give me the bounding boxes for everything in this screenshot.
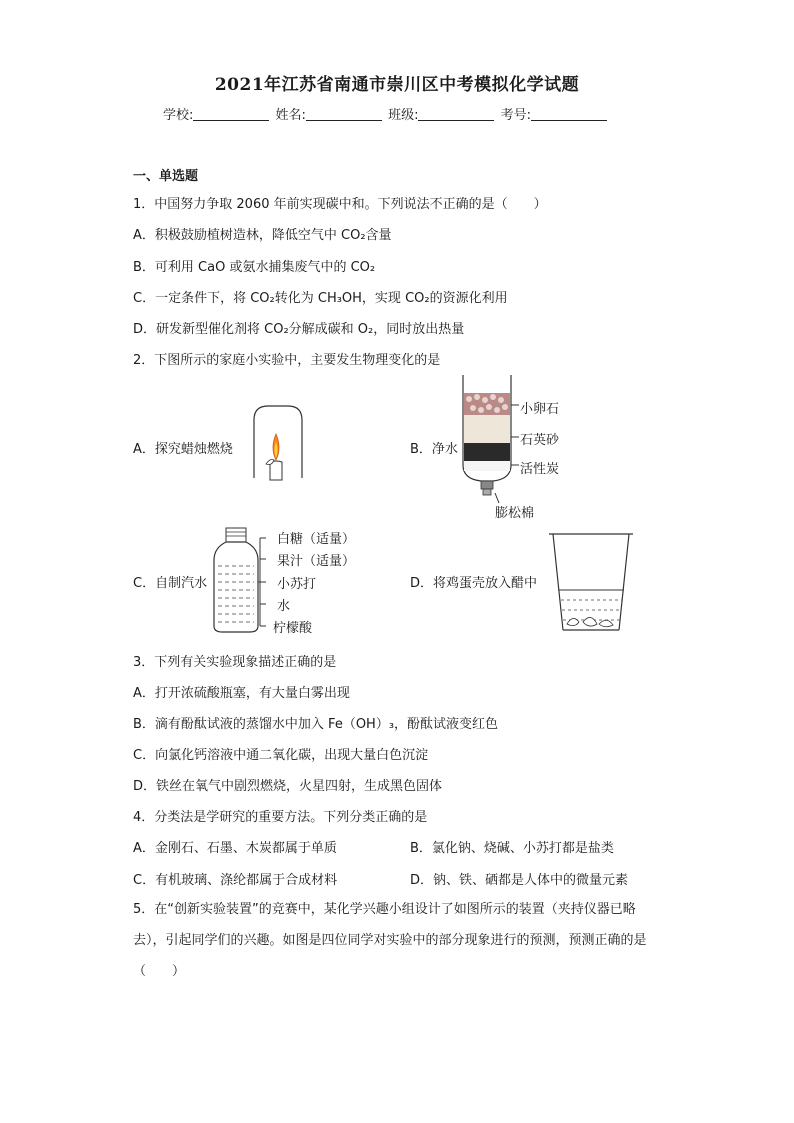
q4-option-a[interactable]: A．金刚石、石墨、木炭都属于单质 bbox=[133, 841, 337, 856]
school-blank[interactable] bbox=[193, 108, 269, 121]
q1-option-b[interactable]: B．可利用 CaO 或氨水捕集废气中的 CO₂ bbox=[133, 260, 376, 275]
exam-title: 2021年江苏省南通市崇川区中考模拟化学试题 bbox=[214, 75, 580, 95]
q1-option-d[interactable]: D．研发新型催化剂将 CO₂分解成碳和 O₂，同时放出热量 bbox=[133, 322, 465, 337]
class-blank[interactable] bbox=[418, 108, 494, 121]
q3-option-a[interactable]: A．打开浓硫酸瓶塞，有大量白雾出现 bbox=[133, 686, 350, 701]
q2-option-c[interactable]: C．自制汽水 bbox=[133, 576, 208, 591]
name-blank[interactable] bbox=[306, 108, 382, 121]
bottle-label-baking-soda: 小苏打 bbox=[277, 577, 317, 592]
q1-stem: 1．中国努力争取 2060 年前实现碳中和。下列说法不正确的是（ ） bbox=[133, 197, 547, 212]
soda-bottle-figure bbox=[210, 526, 270, 636]
q2-option-b[interactable]: B．净水 bbox=[410, 442, 458, 457]
exam-no-blank[interactable] bbox=[531, 108, 607, 121]
q5-stem: 5．在“创新实验装置”的竞赛中，某化学兴趣小组设计了如图所示的装置（夹持仪器已略去），引起同学们的兴趣。如图是四位同学对实验中的部分现象进行的预测，预测正确的是（ ） bbox=[133, 902, 647, 979]
filter-label-activated-carbon: 活性炭 bbox=[520, 462, 560, 477]
vinegar-cup-figure bbox=[547, 530, 637, 634]
filter-label-quartz-sand: 石英砂 bbox=[520, 433, 560, 448]
class-label: 班级: bbox=[388, 108, 419, 123]
bottle-label-sugar: 白糖（适量） bbox=[277, 532, 356, 547]
section-heading: 一、单选题 bbox=[133, 169, 199, 184]
exam-no-label: 考号: bbox=[500, 108, 531, 123]
bottle-label-juice: 果汁（适量） bbox=[277, 554, 356, 569]
q4-option-d[interactable]: D．钠、铁、硒都是人体中的微量元素 bbox=[410, 873, 629, 888]
q4-stem: 4．分类法是学研究的重要方法。下列分类正确的是 bbox=[133, 810, 428, 825]
q4-option-c[interactable]: C．有机玻璃、涤纶都属于合成材料 bbox=[133, 873, 338, 888]
q3-option-c[interactable]: C．向氯化钙溶液中通二氧化碳，出现大量白色沉淀 bbox=[133, 748, 429, 763]
filter-label-pebble: 小卵石 bbox=[520, 402, 560, 417]
q2-option-a[interactable]: A．探究蜡烛燃烧 bbox=[133, 442, 233, 457]
school-label: 学校: bbox=[163, 108, 194, 123]
q2-option-d[interactable]: D．将鸡蛋壳放入醋中 bbox=[410, 576, 538, 591]
q3-stem: 3．下列有关实验现象描述正确的是 bbox=[133, 655, 337, 670]
filter-label-cotton: 膨松棉 bbox=[495, 506, 535, 521]
q1-option-c[interactable]: C．一定条件下，将 CO₂转化为 CH₃OH，实现 CO₂的资源化利用 bbox=[133, 291, 508, 306]
water-filter-figure bbox=[455, 375, 525, 515]
name-label: 姓名: bbox=[275, 108, 306, 123]
q4-option-b[interactable]: B．氯化钠、烧碱、小苏打都是盐类 bbox=[410, 841, 614, 856]
student-info-row bbox=[163, 104, 609, 123]
q3-option-d[interactable]: D．铁丝在氧气中剧烈燃烧，火星四射，生成黑色固体 bbox=[133, 779, 443, 794]
q1-option-a[interactable]: A．积极鼓励植树造林，降低空气中 CO₂含量 bbox=[133, 228, 392, 243]
candle-jar-figure bbox=[248, 402, 308, 482]
bottle-label-citric-acid: 柠檬酸 bbox=[273, 621, 313, 636]
q3-option-b[interactable]: B．滴有酚酞试液的蒸馏水中加入 Fe（OH）₃，酚酞试液变红色 bbox=[133, 717, 499, 732]
q2-stem: 2．下图所示的家庭小实验中，主要发生物理变化的是 bbox=[133, 353, 441, 368]
bottle-label-water: 水 bbox=[277, 599, 291, 614]
